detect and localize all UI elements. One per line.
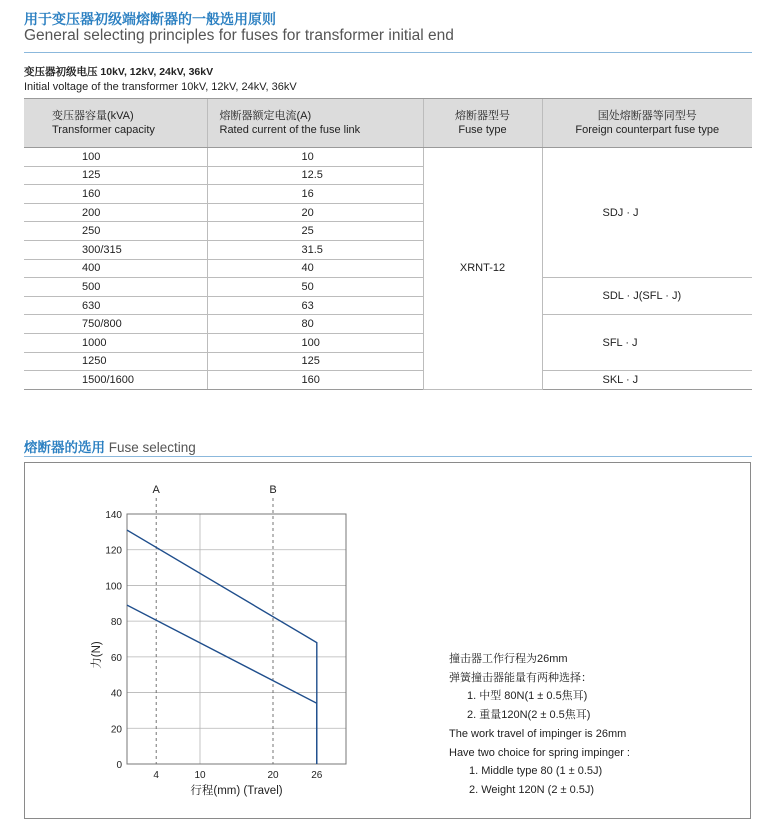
force-curve [127,605,317,764]
current-cell: 10 [207,148,423,167]
title-divider [24,52,752,53]
plot-frame [127,514,346,764]
header-capacity-cn: 变压器容量(kVA) [52,110,134,122]
fuse-selecting-title [24,436,196,456]
note-line: 撞击器工作行程为26mm [449,653,568,665]
current-cell: 40 [207,259,423,278]
current-cell: 63 [207,296,423,315]
fuse-selecting-title-en: Fuse selecting [108,440,196,455]
capacity-cell: 160 [24,185,207,204]
fuse-spec-table [24,98,752,390]
capacity-cell: 100 [24,148,207,167]
capacity-cell: 250 [24,222,207,241]
counterpart-cell: SDJ · J [542,148,752,278]
marker-label: A [152,484,160,496]
y-tick-label: 80 [110,617,122,629]
current-cell: 50 [207,278,423,297]
fuse-type-cell: XRNT-12 [423,148,542,390]
current-cell: 100 [207,333,423,352]
header-fuse-type [423,99,542,148]
counterpart-cell: SFL · J [542,315,752,371]
current-cell: 125 [207,352,423,371]
note-line: 弹簧撞击器能量有两种选择： [449,671,592,684]
current-cell: 80 [207,315,423,334]
table-header-row [24,99,752,148]
page-title-en: General selecting principles for fuses for transformer initial end [24,27,454,44]
current-cell: 31.5 [207,240,423,259]
note-line: 1. Middle type 80 (1 ± 0.5J) [469,765,603,778]
marker-label: B [269,484,277,496]
capacity-cell: 630 [24,296,207,315]
header-counterpart [542,99,752,148]
header-rated-current [207,99,423,148]
header-capacity [24,99,207,148]
capacity-cell: 750/800 [24,315,207,334]
y-tick-label: 140 [105,510,122,521]
voltage-subtitle-cn: 变压器初级电压 10kV, 12kV, 24kV, 36kV [24,66,214,78]
table-row [24,371,752,390]
capacity-cell: 500 [24,278,207,297]
force-curve [127,530,317,764]
current-cell: 16 [207,185,423,204]
y-tick-label: 120 [105,545,122,557]
x-axis-label: 行程(mm) (Travel) [190,785,283,797]
note-line: Have two choice for spring impinger : [449,746,630,759]
page-title-cn: 用于变压器初级端熔断器的一般选用原则 [24,11,276,27]
selection-divider [24,456,752,457]
header-counterpart-en: Foreign counterpart fuse type [575,124,720,136]
capacity-cell: 400 [24,259,207,278]
current-cell: 160 [207,371,423,390]
y-tick-label: 20 [110,724,122,736]
note-line: 2. 重量120N(2 ± 0.5焦耳) [467,709,591,722]
impinger-notes [449,650,630,800]
x-tick-label: 10 [194,770,206,781]
y-tick-label: 0 [116,760,122,771]
y-tick-label: 40 [110,688,122,700]
capacity-cell: 125 [24,166,207,185]
capacity-cell: 300/315 [24,240,207,259]
counterpart-cell: SDL · J(SFL · J) [542,278,752,315]
fuse-selecting-title-cn: 熔断器的选用 [24,440,105,455]
x-tick-label: 4 [153,770,159,781]
table-row [24,278,752,297]
capacity-cell: 200 [24,203,207,222]
y-axis-label: 力(N) [91,641,103,669]
header-fuse-type-cn: 熔断器型号 [455,110,510,122]
y-tick-label: 100 [105,581,122,593]
counterpart-cell: SKL · J [542,371,752,390]
capacity-cell: 1250 [24,352,207,371]
header-fuse-type-en: Fuse type [458,124,507,136]
current-cell: 25 [207,222,423,241]
table-row [24,315,752,334]
header-counterpart-cn: 国处熔断器等同型号 [597,110,697,122]
header-capacity-en: Transformer capacity [52,124,155,136]
header-rated-current-en: Rated current of the fuse link [219,124,361,136]
header-rated-current-cn: 熔断器额定电流(A) [219,110,312,122]
y-tick-label: 60 [110,652,122,664]
note-line: 2. Weight 120N (2 ± 0.5J) [469,783,595,796]
x-tick-label: 26 [311,770,323,781]
capacity-cell: 1000 [24,333,207,352]
note-line: The work travel of impinger is 26mm [449,727,627,740]
capacity-cell: 1500/1600 [24,371,207,390]
table-row [24,148,752,167]
x-tick-label: 20 [267,770,279,781]
force-travel-chart [24,462,444,819]
note-line: 1. 中型 80N(1 ± 0.5焦耳) [467,690,588,703]
current-cell: 20 [207,203,423,222]
voltage-subtitle-en: Initial voltage of the transformer 10kV, 12kV, 24kV, 36kV [24,81,297,93]
current-cell: 12.5 [207,166,423,185]
